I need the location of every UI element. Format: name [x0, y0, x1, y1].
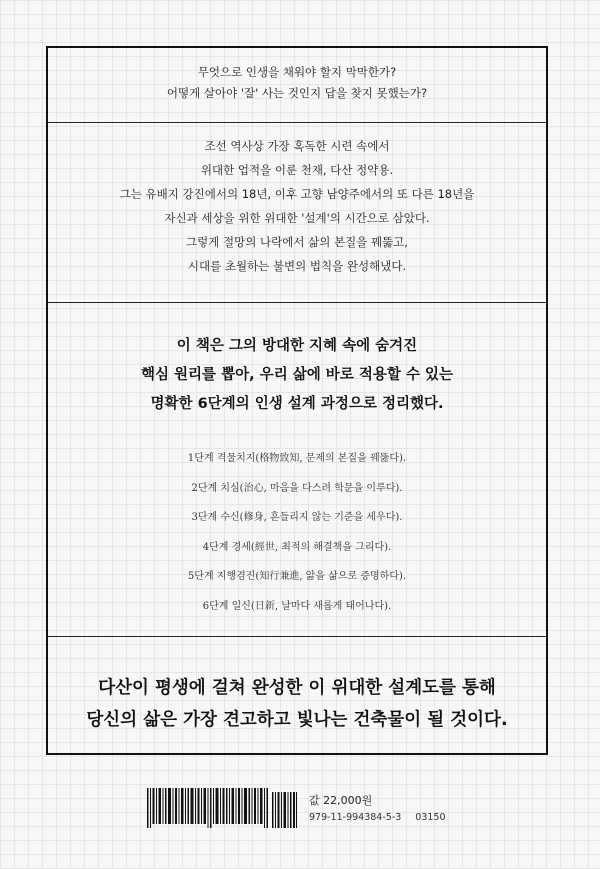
bio-line: 자신과 세상을 위한 위대한 '설계'의 시간으로 삼았다.	[164, 211, 430, 225]
step-item: 1단계 격물치지(格物致知, 문제의 본질을 꿰뚫다).	[187, 453, 407, 464]
closing-line: 다산이 평생에 걸쳐 완성한 이 위대한 설계도를 통해	[98, 678, 496, 698]
closing-line: 당신의 삶은 가장 견고하고 빛나는 건축물이 될 것이다.	[86, 710, 508, 730]
six-steps-list	[48, 444, 546, 621]
step-item: 3단계 수신(修身, 흔들리지 않는 기준을 세우다).	[191, 512, 403, 523]
intro-questions	[48, 62, 546, 104]
step-item: 2단계 치심(治心, 마음을 다스려 학문을 이루다).	[191, 482, 403, 494]
intro-line: 어떻게 살아야 '잘' 사는 것인지 답을 찾지 못했는가?	[166, 86, 428, 100]
bio-line: 그렇게 절망의 나락에서 삶의 본질을 꿰뚫고,	[186, 235, 408, 249]
summary-line: 명확한 6단계의 인생 설계 과정으로 정리했다.	[150, 396, 444, 412]
bio-line: 그는 유배지 강진에서의 18년, 이후 고향 남양주에서의 또 다른 18년을	[119, 187, 475, 201]
summary-line: 이 책은 그의 방대한 지혜 속에 숨겨진	[176, 338, 418, 354]
summary-statement	[48, 332, 546, 419]
bio-line: 시대를 초월하는 불변의 법칙을 완성해냈다.	[187, 259, 407, 273]
bio-line: 위대한 업적을 이룬 천재, 다산 정약용.	[200, 163, 394, 177]
isbn-barcode	[146, 788, 298, 828]
price-label: 값 22,000원	[309, 794, 373, 807]
closing-statement	[48, 672, 546, 736]
isbn-addon: 03150	[415, 812, 446, 823]
bio-paragraph	[48, 134, 546, 278]
isbn-text	[309, 812, 446, 823]
step-item: 4단계 경세(經世, 최적의 해결책을 그리다).	[202, 541, 392, 553]
bio-line: 조선 역사상 가장 혹독한 시련 속에서	[204, 139, 390, 153]
section-divider	[48, 302, 546, 303]
barcode-area	[146, 788, 456, 828]
step-item: 6단계 일신(日新, 날마다 새롭게 태어나다).	[202, 600, 392, 612]
back-cover-frame	[46, 46, 548, 755]
intro-line: 무엇으로 인생을 채워야 할지 막막한가?	[197, 65, 397, 79]
summary-line: 핵심 원리를 뽑아, 우리 삶에 바로 적용할 수 있는	[140, 367, 454, 383]
section-divider	[48, 636, 546, 637]
step-item: 5단계 지행겸진(知行兼進, 앎을 삶으로 증명하다).	[187, 571, 407, 582]
section-divider	[48, 122, 546, 123]
isbn-number: 979-11-994384-5-3	[309, 812, 402, 823]
